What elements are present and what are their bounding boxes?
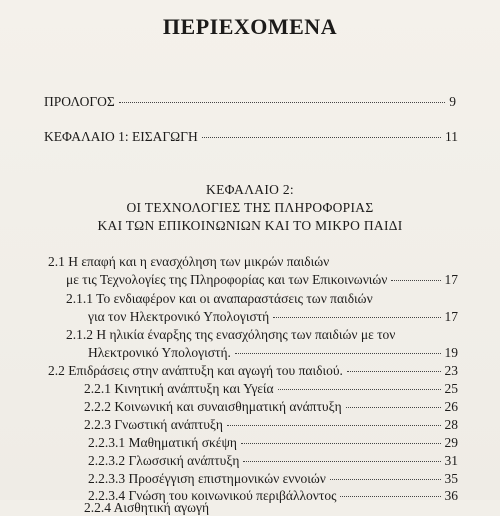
toc-label: ΠΡΟΛΟΓΟΣ xyxy=(44,94,115,109)
toc-entry-2-2-3-2 xyxy=(88,453,458,469)
toc-entry-2-1-2-line-1: 2.1.2 Η ηλικία έναρξης της ενασχόλησης των παιδιών με τον xyxy=(66,327,396,342)
toc-entry-2-2-1 xyxy=(84,381,458,397)
toc-page-number: 25 xyxy=(444,381,458,396)
toc-label: 2.2.2 Κοινωνική και συναισθηματική ανάπτυξη xyxy=(84,399,342,414)
toc-entry-chapter-1 xyxy=(44,129,458,145)
toc-page-number: 9 xyxy=(449,94,456,109)
dot-leader xyxy=(241,443,441,444)
chapter-2-heading-line-2: ΟΙ ΤΕΧΝΟΛΟΓΙΕΣ ΤΗΣ ΠΛΗΡΟΦΟΡΙΑΣ xyxy=(126,200,374,215)
toc-entry-2-2-3-3 xyxy=(88,471,458,487)
dot-leader xyxy=(278,389,441,390)
page-title: ΠΕΡΙΕΧΟΜΕΝΑ xyxy=(162,14,338,39)
toc-entry-2-1 xyxy=(66,272,458,288)
chapter-2-heading-line-1: ΚΕΦΑΛΑΙΟ 2: xyxy=(206,182,294,197)
toc-page-number: 36 xyxy=(444,488,458,503)
toc-entry-2-1-2 xyxy=(88,345,458,361)
toc-label: 2.2.3.2 Γλωσσική ανάπτυξη xyxy=(88,453,240,468)
toc-entry-2-2 xyxy=(48,363,458,379)
toc-page-number: 28 xyxy=(444,417,458,432)
toc-page-number: 29 xyxy=(444,435,458,450)
toc-entry-2-1-1-line-1: 2.1.1 Το ενδιαφέρον και οι αναπαραστάσεις των παιδιών xyxy=(66,291,373,306)
toc-page-number: 19 xyxy=(444,345,458,360)
dot-leader xyxy=(243,461,440,462)
dot-leader xyxy=(119,102,445,103)
toc-page-number: 26 xyxy=(444,399,458,414)
dot-leader xyxy=(340,496,440,497)
toc-entry-2-2-3 xyxy=(84,417,458,433)
toc-label: με τις Τεχνολογίες της Πληροφορίας και των Επικοινωνιών xyxy=(66,272,388,287)
dot-leader xyxy=(391,280,440,281)
toc-label: 2.2.3.3 Προσέγγιση επιστημονικών εννοιών xyxy=(88,471,326,486)
toc-label: 2.2.3.4 Γνώση του κοινωνικού περιβάλλοντος xyxy=(88,488,337,503)
toc-entry-2-1-1 xyxy=(88,309,458,325)
dot-leader xyxy=(227,425,441,426)
toc-entry-2-2-3-1 xyxy=(88,435,458,451)
toc-label: 2.2.3 Γνωστική ανάπτυξη xyxy=(84,417,223,432)
toc-label: 2.2 Επιδράσεις στην ανάπτυξη και αγωγή του παιδιού. xyxy=(48,363,343,378)
toc-page-number: 23 xyxy=(444,363,458,378)
dot-leader xyxy=(347,371,441,372)
toc-entry-prologue xyxy=(44,94,456,110)
toc-page-number: 17 xyxy=(444,309,458,324)
toc-label: 2.2.1 Κινητική ανάπτυξη και Υγεία xyxy=(84,381,274,396)
toc-label: για τον Ηλεκτρονικό Υπολογιστή xyxy=(88,309,270,324)
dot-leader xyxy=(330,479,441,480)
toc-label: 2.2.3.1 Μαθηματική σκέψη xyxy=(88,435,237,450)
dot-leader xyxy=(273,317,440,318)
toc-page-number: 35 xyxy=(444,471,458,486)
dot-leader xyxy=(235,353,441,354)
toc-label: ΚΕΦΑΛΑΙΟ 1: ΕΙΣΑΓΩΓΗ xyxy=(44,129,198,144)
toc-entry-2-2-4: 2.2.4 Αισθητική αγωγή xyxy=(84,500,210,515)
dot-leader xyxy=(346,407,441,408)
toc-entry-2-2-2 xyxy=(84,399,458,415)
toc-entry-2-1-line-1: 2.1 Η επαφή και η ενασχόληση των μικρών παιδιών xyxy=(48,254,330,269)
toc-page-number: 31 xyxy=(444,453,458,468)
toc-page-number: 17 xyxy=(444,272,458,287)
dot-leader xyxy=(202,137,441,138)
toc-page-number: 11 xyxy=(445,129,458,144)
chapter-2-heading-line-3: ΚΑΙ ΤΩΝ ΕΠΙΚΟΙΝΩΝΙΩΝ ΚΑΙ ΤΟ ΜΙΚΡΟ ΠΑΙΔΙ xyxy=(97,218,403,233)
toc-label: Ηλεκτρονικό Υπολογιστή. xyxy=(88,345,231,360)
